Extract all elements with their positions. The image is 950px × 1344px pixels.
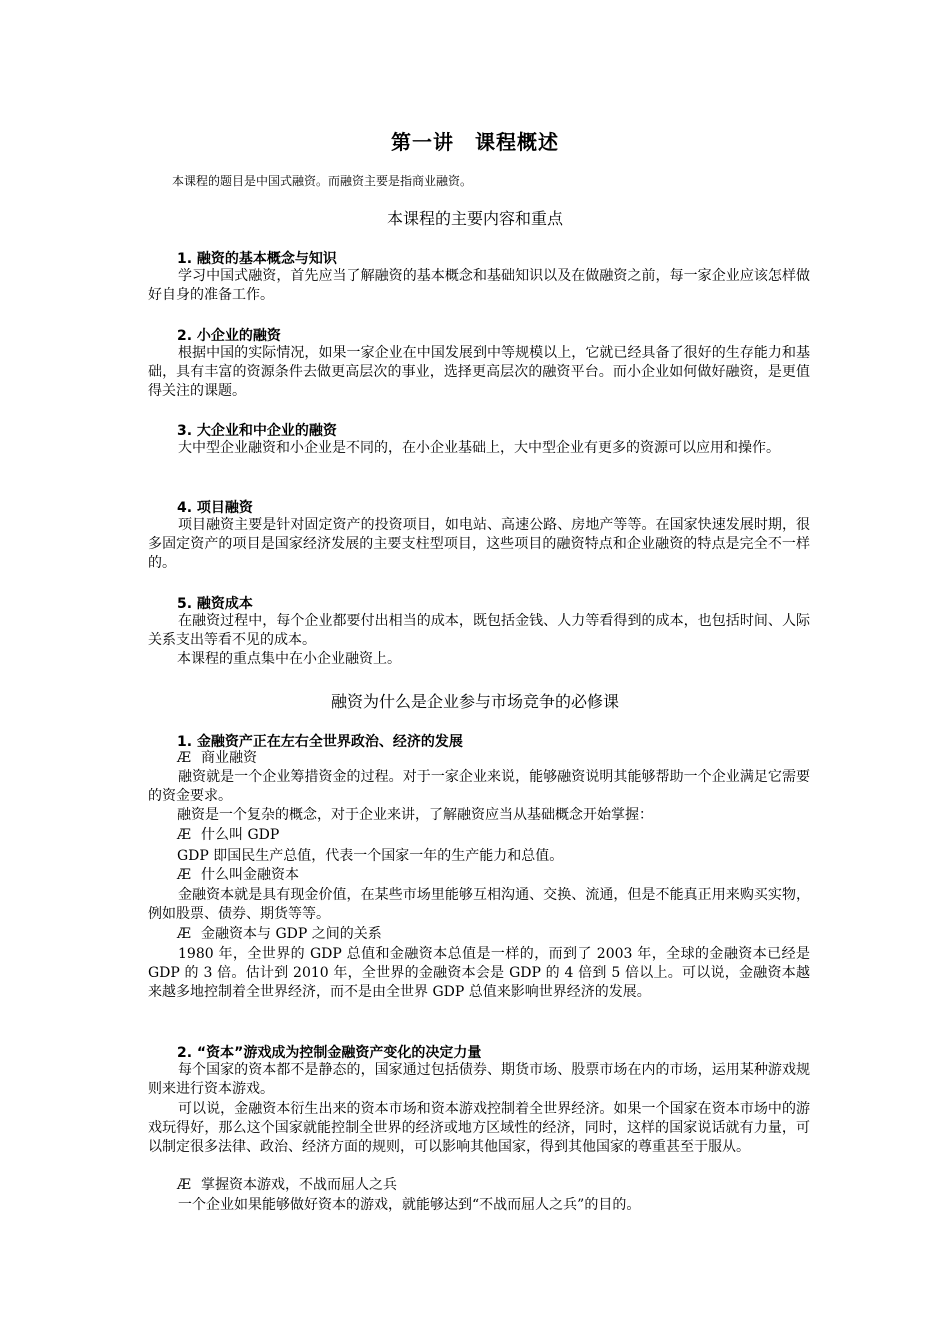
subheading-capital-game: 2. “资本”游戏成为控制金融资产变化的决定力量 [177,1045,482,1061]
subheading-small-business: 2. 小企业的融资 [177,328,281,344]
paragraph-capital-not-static: 每个国家的资本都不是静态的，国家通过包括债券、期货市场、股票市场在内的市场，运用某种游戏规则来进行资本游戏。 [148,1062,810,1097]
paragraph-project-financing: 项目融资主要是针对固定资产的投资项目，如电站、高速公路、房地产等等。在国家快速发展时期，很多固定资产的项目是国家经济发展的主要支柱型项目，这些项目的融资特点和企业融资的特点是完全不一样的。 [148,517,810,571]
page-title: 第一讲 课程概述 [391,130,559,154]
paragraph-financing-cost: 在融资过程中，每个企业都要付出相当的成本，既包括金钱、人力等看得到的成本，也包括时间、人际关系支出等看不见的成本。 [148,613,810,648]
bullet-commercial-financing: Æ 商业融资 [177,750,257,766]
bullet-financial-capital: Æ 什么叫金融资本 [177,867,299,883]
paragraph-capital-market-control: 可以说，金融资本衍生出来的资本市场和资本游戏控制着全世界经济。如果一个国家在资本市场中的游戏玩得好，那么这个国家就能控制全世界的经济或地方区域性的经济，同时，这样的国家说话就有力量，可以制定很多法律、政治、经济方面的规则，可以影响其他国家，得到其他国家的尊重甚至于服从。 [148,1101,810,1155]
course-focus-text: 本课程的重点集中在小企业融资上。 [177,651,401,667]
section-heading-why-financing: 融资为什么是企业参与市场竞争的必修课 [330,692,619,711]
intro-text: 本课程的题目是中国式融资。而融资主要是指商业融资。 [172,174,473,188]
subheading-financing-cost: 5. 融资成本 [177,596,253,612]
subheading-basic-concepts: 1. 融资的基本概念与知识 [177,251,337,267]
paragraph-win-without-fighting: 一个企业如果能够做好资本的游戏，就能够达到“不战而屈人之兵”的目的。 [178,1197,641,1213]
paragraph-small-business: 根据中国的实际情况，如果一家企业在中国发展到中等规模以上，它就已经具备了很好的生存能力和基础，具有丰富的资源条件去做更高层次的事业，选择更高层次的融资平台。而小企业如何做好融资，是更值得关注的课题。 [148,345,810,399]
subheading-large-medium-business: 3. 大企业和中企业的融资 [177,423,337,439]
subheading-project-financing: 4. 项目融资 [177,500,253,516]
paragraph-gdp-definition: GDP 即国民生产总值，代表一个国家一年的生产能力和总值。 [177,848,564,864]
bullet-glyph: Æ [177,827,192,843]
paragraph-financing-concept: 融资是一个复杂的概念，对于企业来讲，了解融资应当从基础概念开始掌握： [177,807,653,823]
bullet-glyph: Æ [177,867,192,883]
paragraph-large-medium-business: 大中型企业融资和小企业是不同的，在小企业基础上，大中型企业有更多的资源可以应用和操作。 [178,440,780,456]
bullet-glyph: Æ [177,750,192,766]
bullet-glyph: Æ [177,1177,192,1193]
bullet-capital-gdp-relation: Æ 金融资本与 GDP 之间的关系 [177,926,382,942]
paragraph-financial-capital: 金融资本就是具有现金价值，在某些市场里能够互相沟通、交换、流通，但是不能真正用来购买实物，例如股票、债券、期货等等。 [148,887,810,922]
bullet-what-is-gdp: Æ 什么叫 GDP [177,827,280,843]
bullet-master-capital-game: Æ 掌握资本游戏，不战而屈人之兵 [177,1177,397,1193]
paragraph-basic-concepts: 学习中国式融资，首先应当了解融资的基本概念和基础知识以及在做融资之前，每一家企业应该怎样做好自身的准备工作。 [148,268,810,303]
paragraph-financing-definition: 融资就是一个企业筹措资金的过程。对于一家企业来说，能够融资说明其能够帮助一个企业满足它需要的资金要求。 [148,769,810,804]
subheading-financial-assets: 1. 金融资产正在左右全世界政治、经济的发展 [177,734,463,750]
paragraph-capital-gdp-relation: 1980 年，全世界的 GDP 总值和金融资本总值是一样的，而到了 2003 年，全球的金融资本已经是 GDP 的 3 倍。估计到 2010 年，全世界的金融资本会是 GDP 的 4 倍到 5 倍以上。可以说，金融资本越来越多地控制着全世界经济，而不是由全世界 GDP 总值来影响世界经济的发展。 [148,946,810,1000]
section-heading-main-content: 本课程的主要内容和重点 [386,209,563,228]
bullet-glyph: Æ [177,926,192,942]
